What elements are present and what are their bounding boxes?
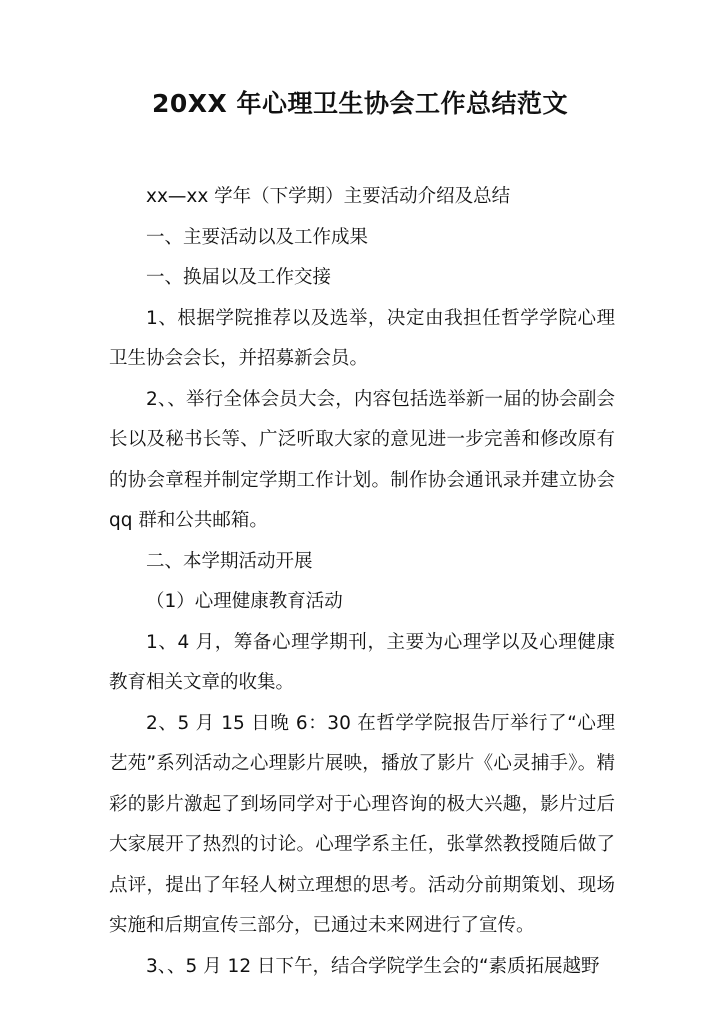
paragraph-activity-3: 3、、5 月 12 日下午，结合学院学生会的“素质拓展越野 [146,955,600,977]
paragraph-subsection-education: （1）心理健康教育活动 [146,591,343,612]
paragraph-item-2: 2、、举行全体会员大会，内容包括选举新一届的协会副会长以及秘书长等、广泛听取大家的意见进一步完善和修改原有的协会章程并制定学期工作计划。制作协会通讯录并建立协会 qq 群和公共邮箱。 [109,388,615,531]
paragraph-subsection-transition: 一、换届以及工作交接 [146,267,332,288]
paragraph-section-two: 二、本学期活动开展 [146,550,313,572]
document-title: 20XX 年心理卫生协会工作总结范文 [151,89,569,118]
paragraph-section-one: 一、主要活动以及工作成果 [146,226,369,248]
document-body [109,177,615,987]
paragraph-item-1: 1、根据学院推荐以及选举，决定由我担任哲学学院心理卫生协会会长，并招募新会员。 [109,307,615,369]
paragraph-activity-1: 1、4 月，筹备心理学期刊，主要为心理学以及心理健康教育相关文章的收集。 [109,631,615,693]
paragraph-heading-intro: xx—xx 学年（下学期）主要活动介绍及总结 [146,186,511,207]
paragraph-activity-2: 2、5 月 15 日晚 6：30 在哲学学院报告厅举行了“心理艺苑”系列活动之心理影片展映，播放了影片《心灵捕手》。精彩的影片激起了到场同学对于心理咨询的极大兴趣，影片过后大家展开了热烈的讨论。心理学系主任，张掌然教授随后做了点评，提出了年轻人树立理想的思考。活动分前期策划、现场实施和后期宣传三部分，已通过未来网进行了宣传。 [109,712,615,936]
